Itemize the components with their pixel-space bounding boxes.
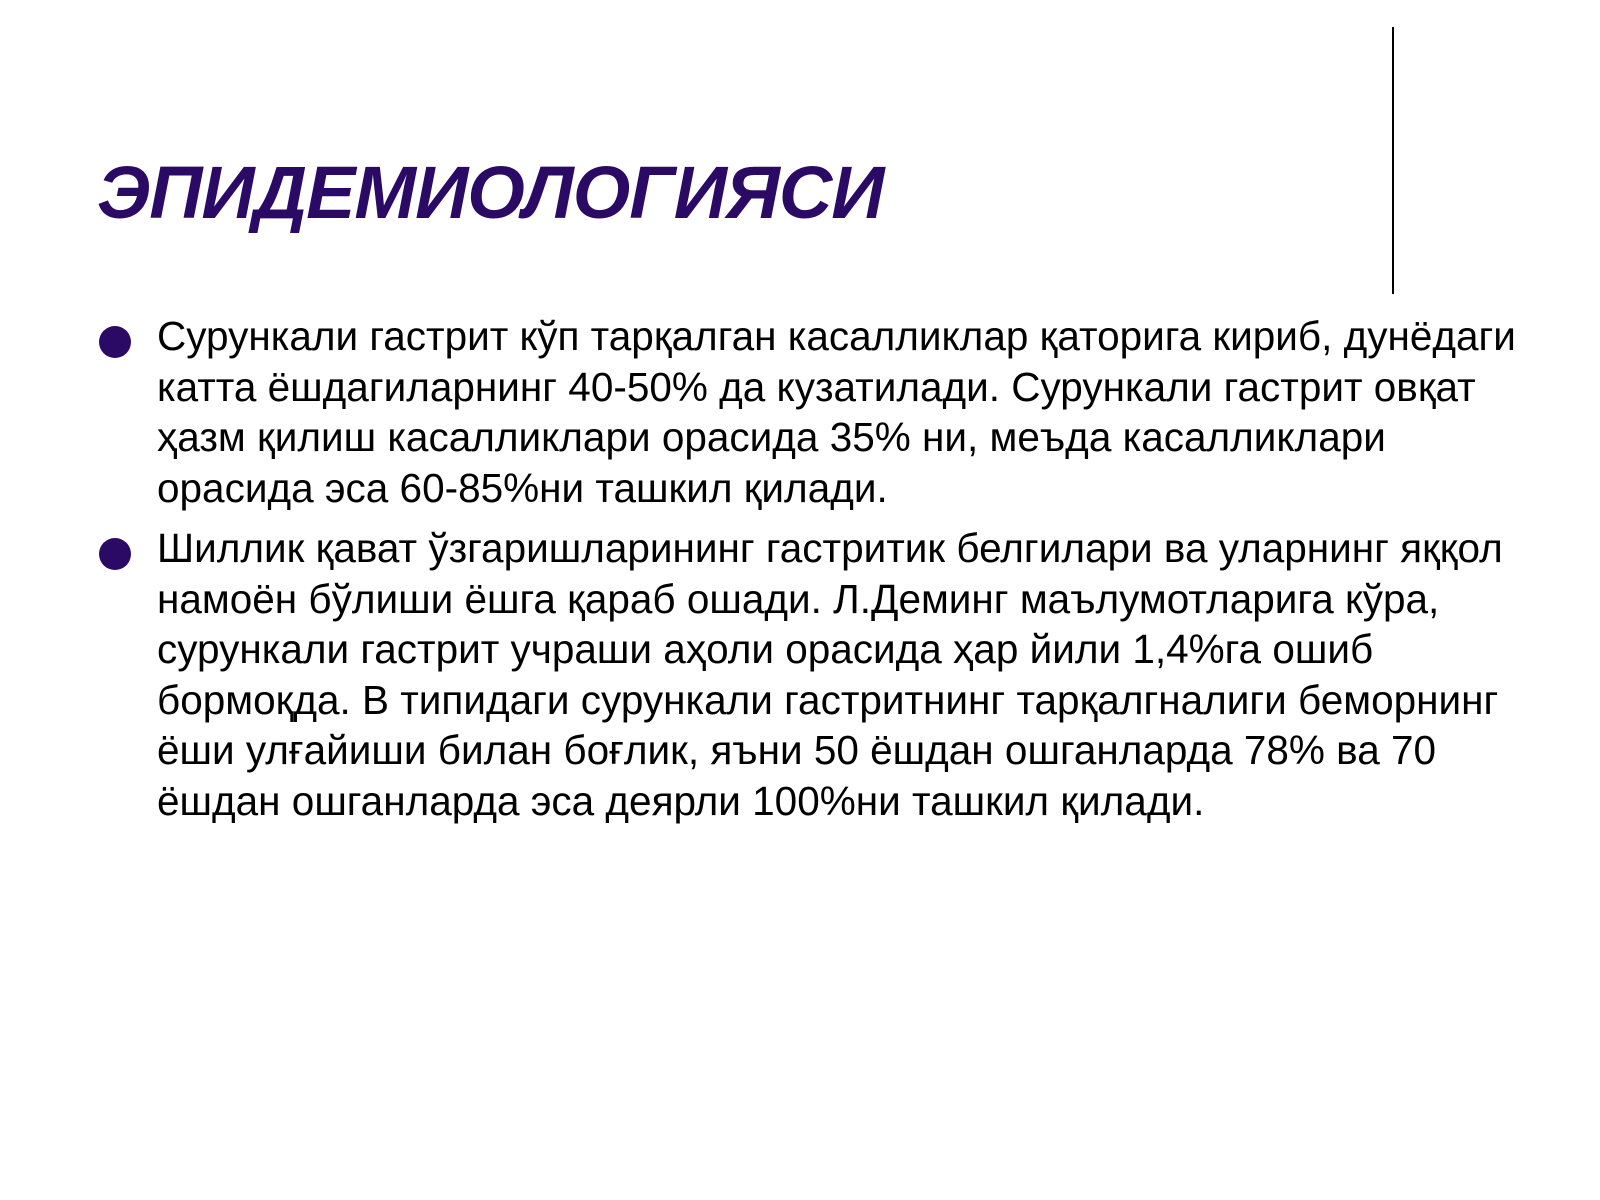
bullet-text: Сурункали гастрит кўп тарқалган касалликлар қаторига кириб, дунёдаги катта ёшдагиларнинг 40-50% да кузатилади. Сурункали гастрит овқат ҳазм қилиш касалликлари орасида 35% ни, меъда касалликлари орасида эса 60-85%ни ташкил қилади. <box>157 313 1516 511</box>
filled-circle-bullet-icon <box>99 538 131 570</box>
slide-title: ЭПИДЕМИОЛОГИЯСИ <box>97 151 884 234</box>
bullet-item-2 <box>97 523 1517 826</box>
vertical-divider-line <box>1392 27 1394 294</box>
bullet-list <box>97 311 1517 836</box>
bullet-item-1 <box>97 311 1517 513</box>
filled-circle-bullet-icon <box>99 326 131 358</box>
bullet-text: Шиллик қават ўзгаришларининг гастритик белгилари ва уларнинг яққол намоён бўлиши ёшга қараб ошади. Л.Деминг маълумотларига кўра, сурункали гастрит учраши аҳоли орасида ҳар йили 1,4%га ошиб бормоқда. В типидаги сурункали гастритнинг тарқалгналиги беморнинг ёши улғайиши билан боғлик, яъни 50 ёшдан ошганларда 78% ва 70 ёшдан ошганларда эса деярли 100%ни ташкил қилади. <box>157 525 1503 824</box>
